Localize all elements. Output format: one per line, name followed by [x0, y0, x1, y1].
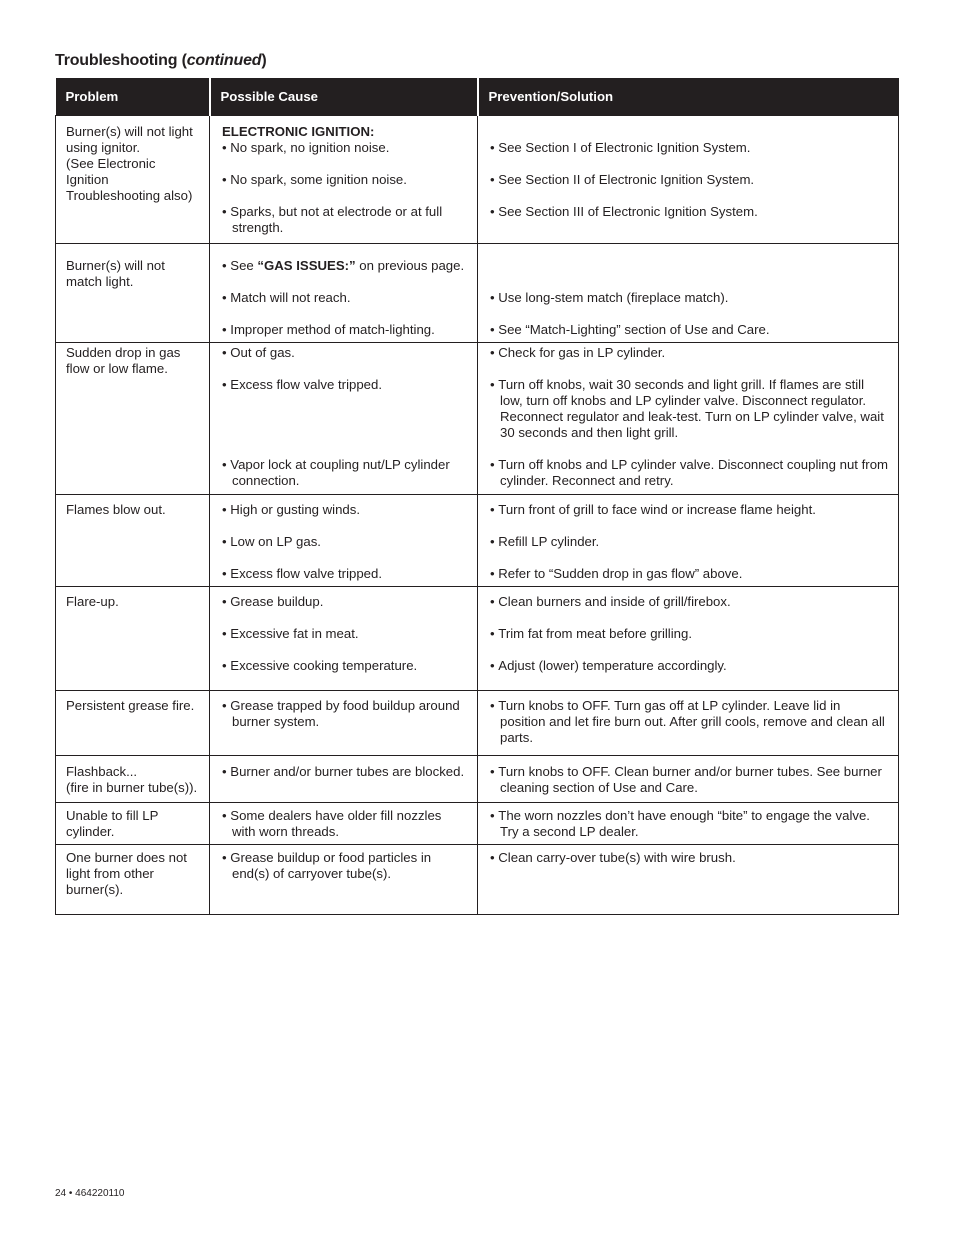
problem-line: flow or low flame.	[66, 361, 168, 376]
table-row	[56, 756, 899, 803]
table-row	[56, 845, 899, 915]
solution-item: • Check for gas in LP cylinder.	[490, 345, 888, 361]
cause-item: • High or gusting winds.	[222, 502, 467, 518]
problem-cell	[56, 116, 210, 244]
solution-cell	[478, 116, 899, 244]
cause-item: • No spark, some ignition noise.	[222, 172, 467, 188]
solution-item: • Clean burners and inside of grill/firebox.	[490, 594, 888, 610]
problem-line: Flames blow out.	[66, 502, 166, 517]
cause-item: • Sparks, but not at electrode or at full strength.	[222, 204, 467, 236]
cause-item: • Grease buildup or food particles in end(s) of carryover tube(s).	[222, 850, 467, 882]
solution-cell	[478, 244, 899, 343]
problem-line: One burner does not	[66, 850, 187, 865]
problem-line: Burner(s) will not	[66, 258, 165, 273]
cause-cell	[210, 587, 478, 691]
cause-item: • Grease trapped by food buildup around burner system.	[222, 698, 467, 730]
cause-item: • No spark, no ignition noise.	[222, 140, 467, 156]
table-row	[56, 244, 899, 343]
problem-line: using ignitor.	[66, 140, 141, 155]
cause-cell	[210, 691, 478, 756]
cause-item: • Burner and/or burner tubes are blocked.	[222, 764, 467, 780]
problem-line: Unable to fill LP	[66, 808, 159, 823]
solution-item: • See Section I of Electronic Ignition System.	[490, 140, 888, 156]
problem-cell	[56, 343, 210, 495]
cause-cell	[210, 495, 478, 587]
cause-cell	[210, 343, 478, 495]
solution-item: • Use long-stem match (fireplace match).	[490, 290, 888, 306]
solution-item: • Turn off knobs, wait 30 seconds and light grill. If flames are still low, turn off knobs and LP cylinder valve. Disconnect regulator. Reconnect regulator and leak-test. Turn on LP cylinder valve, wait 30 seconds and then light grill.	[490, 377, 888, 441]
page-title-italic: continued	[186, 52, 262, 69]
cause-cell	[210, 116, 478, 244]
cause-item: • Grease buildup.	[222, 594, 467, 610]
solution-item: • Turn off knobs and LP cylinder valve. Disconnect coupling nut from cylinder. Reconnect and retry.	[490, 457, 888, 489]
cause-item: • Excessive cooking temperature.	[222, 658, 467, 674]
cause-item: • See “GAS ISSUES:” on previous page.	[222, 258, 467, 274]
table-row	[56, 803, 899, 845]
cause-cell	[210, 756, 478, 803]
cause-item: • Excessive fat in meat.	[222, 626, 467, 642]
problem-cell	[56, 756, 210, 803]
solution-item: • The worn nozzles don’t have enough “bite” to engage the valve. Try a second LP dealer.	[490, 808, 888, 840]
table-row	[56, 116, 899, 244]
cause-label: ELECTRONIC IGNITION:	[222, 124, 375, 139]
solution-cell	[478, 845, 899, 915]
solution-item: • Refill LP cylinder.	[490, 534, 888, 550]
problem-line: light from other	[66, 866, 154, 881]
cause-item: • Match will not reach.	[222, 290, 467, 306]
solution-cell	[478, 691, 899, 756]
problem-line: (fire in burner tube(s)).	[66, 780, 198, 795]
solution-cell	[478, 343, 899, 495]
problem-cell	[56, 495, 210, 587]
table-header-row	[56, 78, 899, 116]
problem-line: Sudden drop in gas	[66, 345, 181, 360]
solution-cell	[478, 587, 899, 691]
problem-cell	[56, 587, 210, 691]
solution-cell	[478, 495, 899, 587]
table-row	[56, 587, 899, 691]
problem-line: Persistent grease fire.	[66, 698, 195, 713]
problem-line: Burner(s) will not light	[66, 124, 193, 139]
problem-line: burner(s).	[66, 882, 124, 897]
page-title: Troubleshooting (continued)	[55, 52, 267, 69]
solution-item: • Trim fat from meat before grilling.	[490, 626, 888, 642]
cause-cell	[210, 803, 478, 845]
header-problem: Problem	[56, 78, 210, 116]
cause-cell	[210, 244, 478, 343]
solution-cell	[478, 756, 899, 803]
table-row	[56, 343, 899, 495]
problem-line: match light.	[66, 274, 134, 289]
solution-item: • Refer to “Sudden drop in gas flow” above.	[490, 566, 888, 582]
header-possible-cause: Possible Cause	[210, 78, 478, 116]
problem-line: Troubleshooting also)	[66, 188, 193, 203]
cause-item: • Out of gas.	[222, 345, 467, 361]
header-prevention-solution: Prevention/Solution	[478, 78, 899, 116]
cause-item: • Low on LP gas.	[222, 534, 467, 550]
problem-line: Flashback...	[66, 764, 138, 779]
cause-item: • Improper method of match-lighting.	[222, 322, 467, 338]
problem-cell	[56, 845, 210, 915]
troubleshooting-table	[55, 78, 899, 915]
solution-item: • Turn knobs to OFF. Turn gas off at LP cylinder. Leave lid in position and let fire burn out. After grill cools, remove and clean all parts.	[490, 698, 888, 746]
problem-line: cylinder.	[66, 824, 115, 839]
solution-item: • See Section II of Electronic Ignition System.	[490, 172, 888, 188]
cause-item: • Excess flow valve tripped.	[222, 566, 467, 582]
table-row	[56, 495, 899, 587]
solution-item: • Turn front of grill to face wind or increase flame height.	[490, 502, 888, 518]
solution-cell	[478, 803, 899, 845]
problem-cell	[56, 803, 210, 845]
page-footer: 24 • 464220110	[55, 1188, 125, 1199]
cause-item: • Some dealers have older fill nozzles with worn threads.	[222, 808, 467, 840]
problem-cell	[56, 691, 210, 756]
problem-line: Flare-up.	[66, 594, 119, 609]
problem-line: (See Electronic Ignition	[66, 156, 156, 187]
cause-cell	[210, 845, 478, 915]
solution-item: • Adjust (lower) temperature accordingly.	[490, 658, 888, 674]
solution-item: • Clean carry-over tube(s) with wire brush.	[490, 850, 888, 866]
cause-item: • Vapor lock at coupling nut/LP cylinder connection.	[222, 457, 467, 489]
solution-item: • See “Match-Lighting” section of Use and Care.	[490, 322, 888, 338]
solution-item: • See Section III of Electronic Ignition System.	[490, 204, 888, 220]
gas-issues-reference: “GAS ISSUES:”	[257, 258, 356, 273]
problem-cell	[56, 244, 210, 343]
solution-item: • Turn knobs to OFF. Clean burner and/or burner tubes. See burner cleaning section of Use and Care.	[490, 764, 888, 796]
cause-item: • Excess flow valve tripped.	[222, 377, 467, 393]
table-row	[56, 691, 899, 756]
